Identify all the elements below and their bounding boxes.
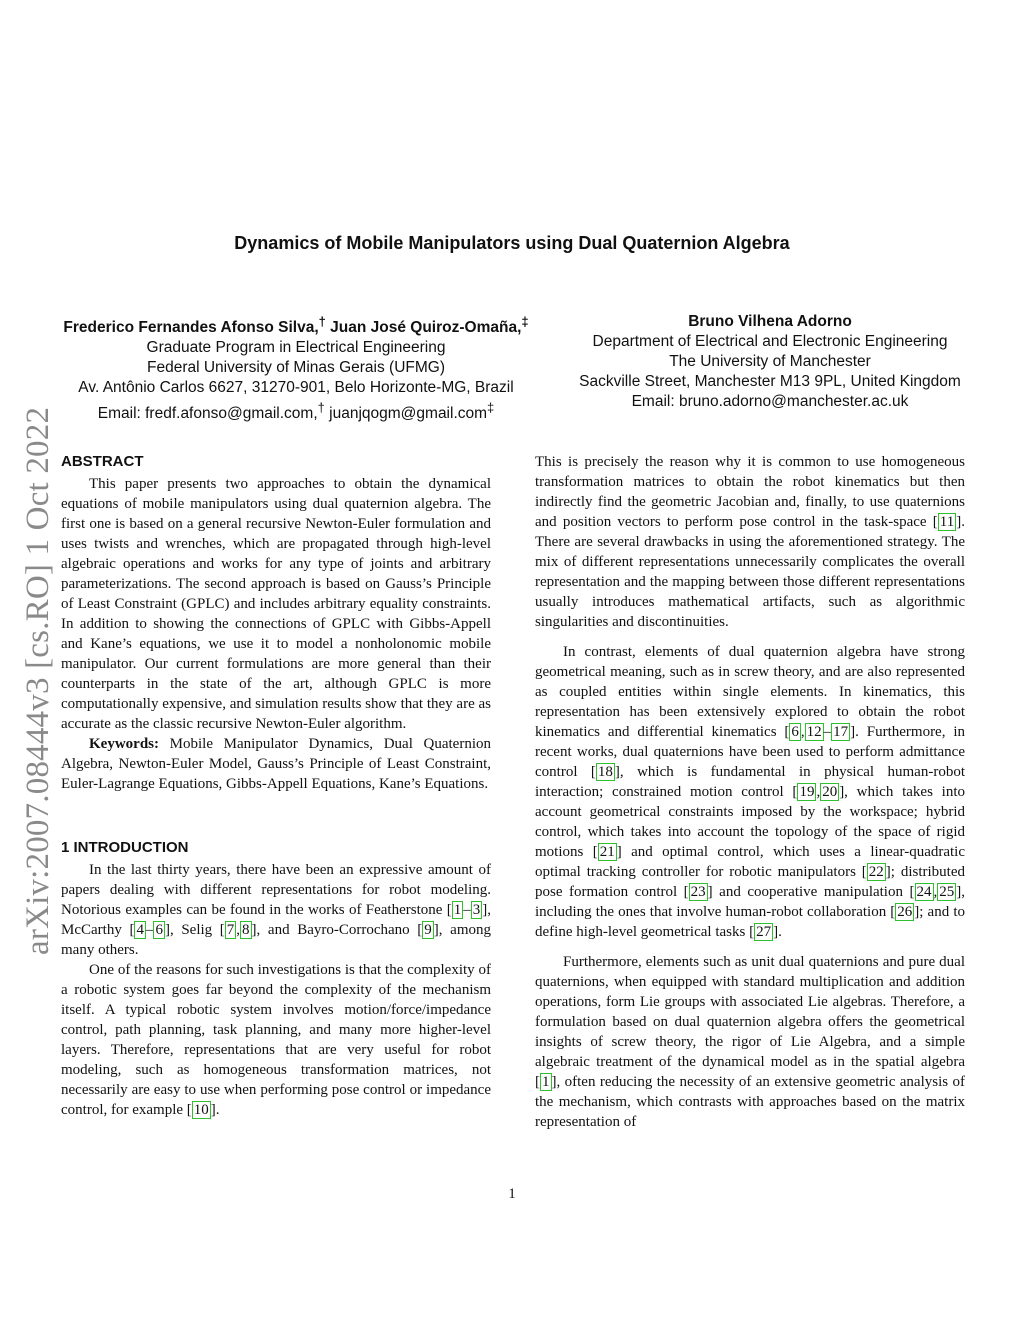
citation-link[interactable]: 18 (597, 764, 613, 780)
citation-link[interactable]: 19 (799, 784, 815, 800)
citation-link[interactable]: 21 (599, 844, 615, 860)
authors-left (48, 312, 544, 424)
citation-link[interactable]: 3 (472, 902, 481, 918)
author-name-quiroz: Juan José Quiroz-Omaña, (325, 319, 522, 337)
email-silva: Email: fredf.afonso@gmail.com, (97, 405, 318, 423)
citation-link[interactable]: 25 (939, 884, 955, 900)
page-number: 1 (508, 1186, 516, 1202)
paragraph: One of the reasons for such investigations is that the complexity of a robotic system goes far beyond the complexity of the mechanism itself. A typical robotic system involves motion/force/impedance control, path planning, task planning, and many more higher-level layers. Therefore, representations that are very useful for robot modeling, such as homogeneous transformation matrices, not necessarily are easy to use when performing pose control or impedance control, for example [ 10 ]. (61, 962, 491, 1118)
dagger-mark: † (317, 400, 325, 416)
paragraph: This is precisely the reason why it is common to use homogeneous transformation matrices to obtain the robot kinematics but then indirectly find the geometric Jacobian and, finally, to use quaternions and position vectors to perform pose control in the task-space [ 11 ]. There are several drawbacks in using the aforementioned strategy. The mix of different representations unnecessarily complicates the overall representation and the mapping between those different representations usually introduces mathematical artifacts, such as algorithmic singularities and discontinuities. (535, 454, 965, 630)
keywords (61, 734, 491, 794)
citation-link[interactable]: 10 (193, 1102, 209, 1118)
paragraph: In contrast, elements of dual quaternion algebra have strong geometrical meaning, such as in screw theory, and are also represented as coupled entities within single elements. In kinematics, this representation has been extensively explored to obtain the robot kinematics and differential kinematics [ 6 , 12 – 17 ]. Furthermore, in recent works, dual quaternions have been used to perform admittance control [ 18 ], which is fundamental in physical human-robot interaction; constrained motion control [ 19 , 20 ], which takes into account geometrical constraints imposed by the workspace; hybrid control, which takes into account the topology of the space of rigid motions [ 21 ] and optimal control, which uses a linear-quadratic optimal tracking controller for robotic manipulators [ 22 ]; distributed pose formation control [ 23 ] and cooperative manipulation [ 24 , 25 ], including the ones that involve human-robot collaboration [ 26 ]; and to define high-level geometrical tasks [ 27 ]. (535, 644, 965, 940)
abstract-text: This paper presents two approaches to obtain the dynamical equations of mobile manipulators using dual quaternion algebra. The first one is based on a general recursive Newton-Euler formulation and uses twists and wrenches, which are propagated through high-level algebraic operations and works for any type of joints and arbitrary parameterizations. The second approach is based on Gauss’s Principle of Least Constraint (GPLC) and includes arbitrary equality constraints. In addition to showing the connections of GPLC with Gibbs-Appell and Kane’s equations, we use it to model a nonholonomic mobile manipulator. Our current formulations are more general than their counterparts in the state of the art, although GPLC is more computationally expensive, and simulation results show that they are as accurate as the classic recursive Newton-Euler algorithm. (61, 476, 491, 732)
keywords-text: Mobile Manipulator Dynamics, Dual Quaternion Algebra, Newton-Euler Model, Gauss’s Principle of Least Constraint, Euler-Lagrange Equations, Gibbs-Appell Equations, Kane’s Equations. (61, 736, 491, 792)
citation-link[interactable]: 23 (690, 884, 706, 900)
citation-link[interactable]: 6 (155, 922, 163, 938)
section-heading-introduction: 1 INTRODUCTION (61, 839, 189, 856)
citation-link[interactable]: 9 (424, 922, 432, 938)
paragraph: In the last thirty years, there have been an expressive amount of papers dealing with different representations for robot modeling. Notorious examples can be found in the works of Featherstone [ 1 – 3 ], McCarthy [ 4 – 6 ], Selig [ 7 , 8 ], and Bayro-Corrochano [ 9 ], among many others. (61, 862, 491, 958)
citation-link[interactable]: 27 (756, 924, 772, 940)
email-line-left (48, 398, 544, 424)
paper-title: Dynamics of Mobile Manipulators using Dual Quaternion Algebra (234, 233, 790, 253)
abstract-heading: ABSTRACT (61, 453, 144, 470)
citation-link[interactable]: 26 (897, 904, 913, 920)
citation-link[interactable]: 22 (868, 864, 884, 880)
citation-link[interactable]: 8 (242, 922, 250, 938)
citation-link[interactable]: 11 (939, 514, 955, 530)
email-quiroz: juanjqogm@gmail.com (324, 405, 488, 423)
email-line-right: Email: bruno.adorno@manchester.ac.uk (631, 393, 909, 410)
affiliation-line: Av. Antônio Carlos 6627, 31270-901, Belo Horizonte-MG, Brazil (78, 379, 514, 397)
author-names-left (48, 312, 544, 338)
left-column (61, 452, 491, 1120)
arxiv-id: arXiv:2007.08444v3 [cs.RO] 1 Oct 2022 (20, 406, 56, 955)
citation-link[interactable]: 1 (453, 902, 462, 918)
citation-link[interactable]: 17 (833, 724, 849, 740)
citation-link[interactable]: 1 (542, 1074, 550, 1090)
authors-right (556, 312, 984, 412)
author-name-adorno: Bruno Vilhena Adorno (688, 313, 852, 330)
citation-link[interactable]: 24 (916, 884, 932, 900)
affiliation-line: Sackville Street, Manchester M13 9PL, United Kingdom (579, 373, 961, 390)
right-column (535, 452, 965, 1132)
citation-link[interactable]: 4 (136, 922, 144, 938)
citation-link[interactable]: 12 (806, 724, 822, 740)
keywords-label: Keywords: (89, 736, 159, 752)
affiliation-line: Graduate Program in Electrical Engineering (146, 339, 446, 357)
citation-link[interactable]: 6 (791, 724, 799, 740)
author-name-silva: Frederico Fernandes Afonso Silva, (63, 319, 319, 337)
affiliation-line: Department of Electrical and Electronic Engineering (592, 333, 948, 350)
citation-link[interactable]: 20 (822, 784, 838, 800)
citation-link[interactable]: 7 (226, 922, 235, 938)
paragraph: Furthermore, elements such as unit dual quaternions and pure dual quaternions, when equipped with standard multiplication and addition operations, form Lie groups with associated Lie algebras. Therefore, a formulation based on dual quaternion algebra offers the geometrical insights of screw theory, the rigor of Lie Algebra, and a simple algebraic treatment of the dynamical model as in the spatial algebra [ 1 ], often reducing the necessity of an extensive geometric analysis of the mechanism, which contrasts with approaches based on the matrix representation of (535, 954, 965, 1130)
affiliation-line: Federal University of Minas Gerais (UFMG) (146, 359, 445, 377)
double-dagger-mark: ‡ (521, 314, 529, 329)
double-dagger-mark: ‡ (487, 400, 495, 416)
affiliation-line: The University of Manchester (669, 353, 871, 370)
dagger-mark: † (318, 314, 326, 329)
